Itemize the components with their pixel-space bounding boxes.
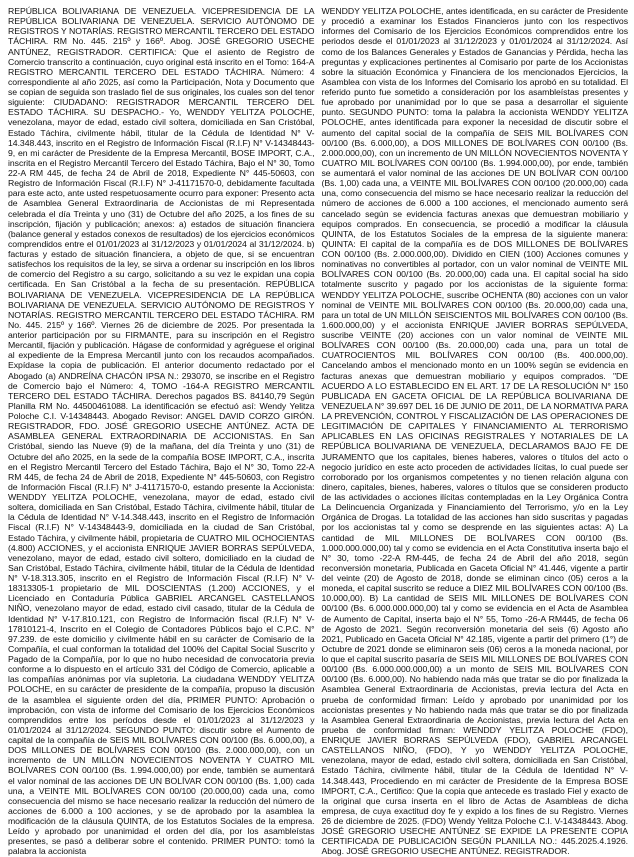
left-text-column [8, 6, 315, 857]
right-column-paragraph: WENDDY YELITZA POLOCHE, antes identificada, en su carácter de Presidente y procedió a examinar los Estados Financieros junto con los respectivos informes del Comisario de los Ejercicios Económicos comprendidos entre los periodos desde el 01/01/2023 al 31/12/2023 y 01/01/2024 al 31/12/2024. Así como de los Balances Generales y Estados de Ganancias y Pérdida, hecha las preguntas y explicaciones pertinentes al Comisario por parte de los Accionistas sobre la situación Económica y Financiera de los mencionados Ejercicios, la Asamblea con vista de los Informes del Comisario los aprobó en su totalidad. El referido punto fue sometido a consideración por los asambleístas presentes y fue aprobado por unanimidad por lo que se pasa a desarrollar el siguiente punto. SEGUNDO PUNTO: toma la palabra la accionista WENDDY YELITZA POLOCHE, antes identificada para exponer la necesidad de discutir sobre el aumento del capital social de la compañía de SEIS MIL BOLÍVARES CON 00/100 (Bs. 6.000,00), a DOS MILLONES DE BOLÍVARES CON 00/100 (Bs. 2.000.000,00), con un incremento de UN MILLÓN NOVECIENTOS NOVENTA Y CUATRO MIL BOLÍVARES CON 00/100 (Bs. 1.994.000,00), por ende, también se aumentará el valor nominal de las acciones DE UN BOLÍVAR CON 00/100 (Bs. 1,00) cada una, a VEINTE MIL BOLÍVARES CON 00/100 (20.000,00) cada una, como consecuencia del mismo se hace necesario realizar la reducción del número de acciones de 6.000 a 100 acciones, el mencionado aumento será cancelado según se evidencia facturas anexas que demuestran mobiliario y equipos comprados. En consecuencia, se procedió a modificar la cláusula QUINTA, de los Estatutos Sociales de la empresa de la siguiente manera: QUINTA: El capital de la compañía es de DOS MILLONES DE BOLÍVARES CON 00/100 (Bs. 2.000.000,00). Dividido en CIEN (100) Acciones comunes y nominativas no convertibles al portador, con un valor nominal de VEINTE MIL BOLÍVARES CON 00/100 (Bs. 20.000,00) cada una. El capital social ha sido totalmente suscrito y pagado por los accionistas de la siguiente forma: WENDDY YELITZA POLOCHE, suscribe OCHENTA (80) acciones con un valor nominal de VEINTE MIL BOLÍVARES CON 00/100 (Bs. 20.000,00) cada una, para un total de UN MILLÓN SEISCIENTOS MIL BOLÍVARES CON 00/100 (Bs. 1.600.000,00) y el accionista ENRIQUE JAVIER BORRAS SEPÚLVEDA, suscribe VEINTE (20) acciones con un valor nominal de VEINTE MIL BOLÍVARES CON 00/100 (Bs. 20.000,00) cada una, para un total de CUATROCIENTOS MIL BOLÍVARES CON 00/100 (Bs. 400.000,00). Cancelando ambos el mencionado monto en un 100% según se evidencia en facturas anexas que demuestran mobiliario y equipos comprados. "DE ACUERDO A LO ESTABLECIDO EN EL ART. 17 DE LA RESOLUCIÓN N° 150 PUBLICADA EN GACETA OFICIAL DE LA REPÚBLICA BOLIVARIANA DE VENEZUELA N° 39.697 DEL 16 DE JUNIO DE 2011, DE LA NORMATIVA PARA LA PREVENCIÓN, CONTROL Y FISCALIZACIÓN DE LAS OPERACIONES DE LEGITIMACIÓN DE CAPITALES Y FINANCIAMIENTO AL TERRORISMO APLICABLES EN LAS OFICINAS REGISTRALES Y NOTARIALES DE LA REPÚBLICA BOLIVARIANA DE VENEZUELA, DECLARAMOS BAJO FE DE JURAMENTO que los capitales, bienes haberes, valores o títulos del acto o negocio jurídico en este acto proceden de actividades lícitas, lo cual puede ser corroborado por los organismos competentes y no tienen relación alguna con dinero, capitales, bienes, haberes, valores o títulos que se consideren producto de las actividades o acciones ilícitas contempladas en la Ley Orgánica Contra La Delincuencia Organizada y Financiamiento del Terrorismo, y/o en la Ley Orgánica de Drogas. La totalidad de las acciones han sido suscritas y pagadas por los accionistas tal y como se desprende en las siguientes actas: A) La cantidad de MIL MILLONES DE BOLÍVARES CON 00/100 (Bs. 1.000.000.000,00) tal y como se evidencia en el Acta Constitutiva inserta bajo el N° 30, tomo -22-A RM-445, de fecha 24 de Abril del año 2018, según reconversión monetaria, Publicada en Gaceta Oficial N° 41.446, vigente a partir del veinte (20) de Agosto de 2018, donde se eliminan cinco (05) ceros a la moneda, el capital suscrito se reduce a DIEZ MIL BOLÍVARES CON 00/100 (Bs. 10.000,00). B) La cantidad de SEIS MIL MILLONES DE BOLÍVARES CON 00/100 (Bs. 6.000.000.000,00) tal y como se evidencia en el Acta de Asamblea de Aumento de Capital, inserta bajo el N° 55, Tomo -26-A RM445, de fecha 06 de Agosto de 2021. Según reconversión monetaria del seis (6) Agosto año 2021, Publicado en Gaceta Oficial N° 42.185, vigente a partir del primero (1°) de Octubre de 2021 donde se eliminaron seis (06) ceros a la moneda nacional, por lo que el capital suscrito pasaría de SEIS MIL MILLONES DE BOLÍVARES CON 00/100 (Bs. 6.000.000.000,00) a un monto de SEIS MIL BOLÍVARES CON 00/100 (Bs. 6.000,00). No habiendo nada más que tratar se dio por finalizada la Asamblea General Extraordinaria de Accionistas, previa lectura del Acta en prueba de conformidad firman: Leído y aprobado por unanimidad por los accionistas presentes y No habiendo nada más que tratar se dio por finalizada la Asamblea General Extraordinaria de Accionistas, previa lectura del Acta en prueba de conformidad firman: WENDDY YELITZA POLOCHE (FDO), ENRIQUE JAVIER BORRAS SEPÚLVEDA (FDO), GABRIEL ARCANGEL CASTELLANOS NIÑO, (FDO), Y yo WENDDY YELITZA POLOCHE, venezolana, mayor de edad, estado civil soltera, domiciliada en San Cristóbal, Estado Táchira, civilmente hábil, titular de la Cédula de Identidad N° V-14.348.443, Procediendo en mi carácter de Presidente de la Empresa BOSE IMPORT, C.A., Certifico: Que la copia que antecede es traslado Fiel y exacto de la original que cursa inserta en el libro de Actas de Asambleas de dicha empresa, de cuya exactitud doy fe y expido a los fines de su Registro. Viernes 26 de diciembre de 2025. (FDO) Wendy Yelitza Poloche C.I. V-14348443. Abog. JOSÉ GREGORIO USECHE ANTÚNEZ SE EXPIDE LA PRESENTE COPIA CERTIFICADA DE PUBLICACIÓN SEGÚN PLANILLA NO.: 445.2025.4.1926. Abog. JOSÉ GREGORIO USECHE ANTÚNEZ. REGISTRADOR. [321, 6, 628, 857]
right-text-column [321, 6, 629, 857]
left-column-paragraph: REPÚBLICA BOLIVARIANA DE VENEZUELA. VICEPRESIDENCIA DE LA REPÚBLICA BOLIVARIANA DE VENEZUELA. SERVICIO AUTÓNOMO DE REGISTROS Y NOTARÍAS. REGISTRO MERCANTIL TERCERO DEL ESTADO TÁCHIRA. RM No. 445. 215º y 166º. Abog. JOSÉ GREGORIO USECHE ANTÚNEZ, REGISTRADOR. CERTIFICA: Que el asiento de Registro de Comercio transcrito a continuación, cuyo original está inscrito en el Tomo: 164-A REGISTRO MERCANTIL TERCERO DEL ESTADO TÁCHIRA. Número: 4 correspondiente al año 2025, así como la Participación, Nota y Documento que se copian de seguida son traslado fiel de sus originales, los cuales son del tenor siguiente: CIUDADANO: REGISTRADOR MERCANTIL TERCERO DEL ESTADO TÁCHIRA. SU DESPACHO.- Yo, WENDDY YELITZA POLOCHE, venezolana, mayor de edad, estado civil soltera, domiciliada en San Cristóbal, Estado Táchira, civilmente hábil, titular de la Cédula de Identidad N° V- 14.348.443, inscrito en el Registro de Información Fiscal (R.I.F) N° V-14348443-9, en mi carácter de Presidente de la Empresa Mercantil, BOSE IMPORT, C.A., inscrita en el Registro Mercantil Tercero del Estado Táchira, Bajo el N° 30, Tomo 22-A RM 445, de fecha 24 de Abril de 2018, Expediente N° 445-50603, con Registro de Información Fiscal (R.I.F) N° J-41171570-0, debidamente facultada para este acto, ante usted respetuosamente ocurro para exponer: Presento acta de Asamblea General Extraordinaria de Accionistas de mi Representada celebrada el día Treinta y uno (31) de Octubre del año 2025, a los fines de su inscripción, fijación y publicación; anexos: a) estados de situación financiera (balance general y estados conexos de resultados) de los ejercicios económicos comprendidos entre el 01/01/2023 al 31/12/2023 y 01/01/2024 al 31/12/2024. b) facturas y estado de situación financiera, a objeto de que, si se encuentran satisfechos los requisitos de la ley, se sirva a ordenar su inscripción en los libros de comercio del Registro a su cargo, solicitando a su vez le expidan una copia certificada. En San Cristóbal a la fecha de su presentación. REPÚBLICA BOLIVARIANA DE VENEZUELA. VICEPRESIDENCIA DE LA REPÚBLICA BOLIVARIANA DE VENEZUELA. SERVICIO AUTÓNOMO DE REGISTROS Y NOTARÍAS. REGISTRO MERCANTIL TERCERO DEL ESTADO TÁCHIRA. RM No. 445. 215º y 166º. Viernes 26 de diciembre de 2025. Por presentada la anterior participación por su FIRMANTE, para su inscripción en el Registro Mercantil, fijación y publicación. Hágase de conformidad y agréguese el original al expediente de la Empresa Mercantil junto con los recaudos acompañados. Expídase la copia de publicación. El anterior documento redactado por el Abogado (a) ANDREÍNA CHACÓN IPSA N.: 293070, se inscribe en el Registro de Comercio bajo el Número: 4, TOMO -164-A REGISTRO MERCANTIL TERCERO DEL ESTADO TÁCHIRA. Derechos pagados BS. 84140,79 Según Planilla RM No. 44500461088. La identificación se efectuó así: Wendy Yelitza Poloche C.I. V-14348443. Abogado Revisor: ANGEL DAVID CORZO GIRÓN. REGISTRADOR, FDO. JOSÉ GREGORIO USECHE ANTÚNEZ. ACTA DE ASAMBLEA GENERAL EXTRAORDINARIA DE ACCIONISTAS. En San Cristóbal, siendo las Nueve (9) de la mañana, del día Treinta y uno (31) de Octubre del año 2025, en la sede de la compañía BOSE IMPORT, C.A., inscrita en el Registro Mercantil Tercero del Estado Táchira, Bajo el N° 30, Tomo 22-A RM 445, de fecha 24 de Abril de 2018, Expediente N° 445-50603, con Registro de Información Fiscal (R.I.F) N° J-41171570-0, estando presente la Accionista: WENDDY YELITZA POLOCHE, venezolana, mayor de edad, estado civil soltera, domiciliada en San Cristóbal, Estado Táchira, civilmente hábil, titular de la Cédula de Identidad N° V-14.348.443, inscrito en el Registro de Información Fiscal (R.I.F) N° V-14348443-9, domiciliada en la ciudad de San Cristóbal, Estado Táchira, y civilmente hábil, propietaria de CUATRO MIL OCHOCIENTAS (4.800) ACCIONES, y el accionista ENRIQUE JAVIER BORRAS SEPÚLVEDA, venezolano, mayor de edad, estado civil soltero, domiciliado en la ciudad de San Cristóbal, Estado Táchira, civilmente hábil, titular de la Cédula de Identidad N° V-18.313.305, inscrito en el Registro de Información Fiscal (R.I.F) N° V-18313305-1 propietario de MIL DOSCIENTAS (1.200) ACCIONES, y el Licenciado en Contaduría Pública GABRIEL ARCANGEL CASTELLANOS NIÑO, venezolano mayor de edad, estado civil casado, titular de la Cédula de Identidad N° V-17.810.121, con Registro de Información fiscal (R.I.F) N° V-17810121-4, Inscrito en el Colegio de Contadores Públicos bajo el C.P.C. N° 97.239. de este domicilio y civilmente hábil en su carácter de Comisario de la Compañía, el cual conforman la totalidad del 100% del Capital Social Suscrito y Pagado de la Compañía, por lo que no hubo necesidad de convocatoria previa conforme a lo dispuesto en el artículo 331 del Código de Comercio, aplicable a las compañías anónimas por vía supletoria. La ciudadana WENDDY YELITZA POLOCHE, en su carácter de presidente de la compañía, propuso la discusión de la asamblea el siguiente orden del día, PRIMER PUNTO: Aprobación o improbación, con vista de informe del Comisario de los Ejercicios Económicos comprendidos entre los períodos desde el 01/01/2023 al 31/12/2023 y 01/01/2024 al 31/12/2024. SEGUNDO PUNTO: discutir sobre el Aumento de capital de la compañía de SEIS MIL BOLÍVARES CON 00/100 (Bs. 6.000,00), a DOS MILLONES DE BOLÍVARES CON 00/100 (Bs. 2.000.000,00), con un incremento de UN MILLÓN NOVECIENTOS NOVENTA Y CUATRO MIL BOLÍVARES CON 00/100 (Bs. 1.994.000,00) por ende, también se aumentará el valor nominal de las acciones DE UN BOLÍVAR CON 00/100 (Bs. 1,00) cada una, a VEINTE MIL BOLÍVARES CON 00/100 (20.000,00) cada una, como consecuencia del mismo se hace necesario realizar la reducción del número de acciones de 6.000 a 100 acciones, y se de aprobado por la asamblea la modificación de la cláusula QUINTA, de los Estatutos Sociales de la empresa. Leído y aprobado por unanimidad el orden del día, por los asambleístas presentes, se pasó a deliberar sobre el contenido. PRIMER PUNTO: tomó la palabra la accionista [8, 6, 315, 857]
